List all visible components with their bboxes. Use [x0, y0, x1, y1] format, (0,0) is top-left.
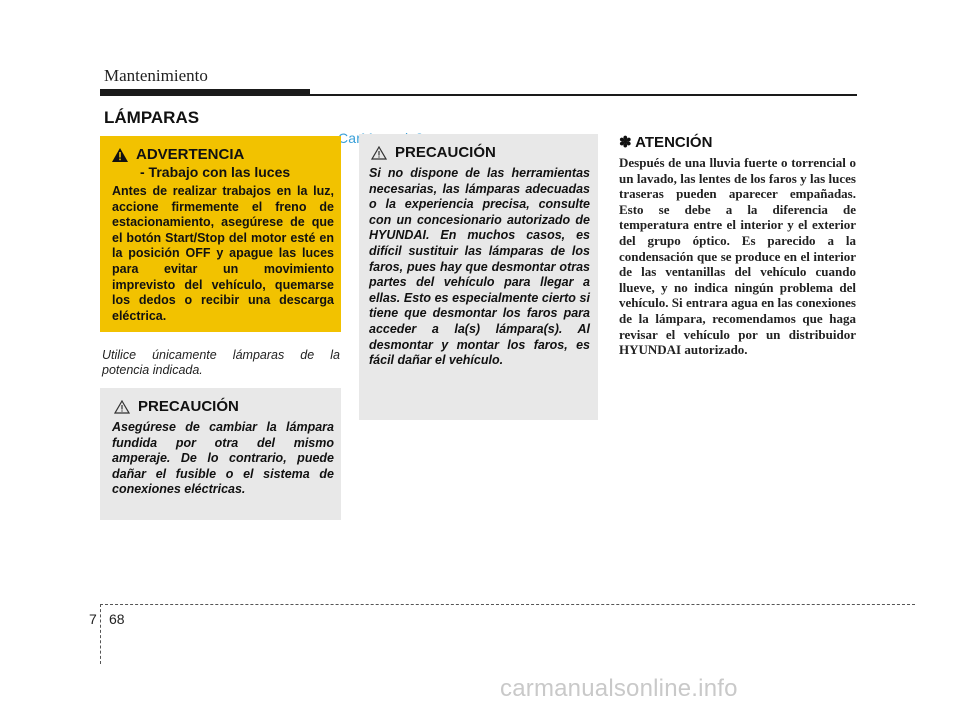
warning-header [112, 146, 244, 163]
caution-triangle-icon [371, 146, 387, 160]
caution-middle-header [371, 144, 496, 161]
warning-triangle-icon [112, 148, 128, 162]
warning-box [100, 136, 341, 332]
warning-title: ADVERTENCIA [136, 146, 245, 163]
page-header-title: Mantenimiento [104, 66, 208, 85]
page-number: 68 [109, 611, 125, 627]
caution-left-body: Asegúrese de cambiar la lámpara fundida por otra del mismo amperaje. De lo contrario, puede dañar el fusible o el sistema de conexiones eléctricas. [112, 420, 334, 497]
attention-title: ✽ ATENCIÓN [619, 134, 713, 151]
caution-box-left [100, 388, 341, 520]
body-paragraph: Utilice únicamente lámparas de la potencia indicada. [102, 348, 340, 377]
caution-middle-title: PRECAUCIÓN [395, 144, 496, 161]
caution-triangle-icon [114, 400, 130, 414]
caution-left-title: PRECAUCIÓN [138, 398, 239, 415]
caution-left-header [114, 398, 239, 415]
caution-middle-body: Si no dispone de las herramientas necesarias, las lámparas adecuadas o la experiencia precisa, consulte con un concesionario autorizado de HYUNDAI. En muchos casos, es difícil sustituir las lámparas de los faros, pues hay que desmontar otras partes del vehículo para llegar a ellas. Esto es especialmente cierto si tiene que desmontar los faros para acceder a la(s) lámpara(s). Al desmontar y montar los faros, es fácil dañar el vehículo. [369, 166, 590, 368]
watermark-bottom: carmanualsonline.info [500, 675, 738, 702]
warning-subtitle: - Trabajo con las luces [140, 164, 291, 180]
footer-dashed-divider [100, 604, 101, 664]
warning-body: Antes de realizar trabajos en la luz, accione firmemente el freno de estacionamiento, asegúrese de que el botón Start/Stop del motor esté en la posición OFF y apague las luces para evitar un movimiento imprevisto del vehículo, quemarse los dedos o recibir una descarga eléctrica. [112, 184, 334, 323]
section-title: LÁMPARAS [104, 108, 200, 127]
attention-body: Después de una lluvia fuerte o torrencial o un lavado, las lentes de los faros y las luces traseras pueden aparecer empañadas. Esto se debe a la diferencia de temperatura entre el interior y el exterior del grupo óptico. Es parecido a la condensación que se produce en el interior de las ventanillas del vehículo cuando llueve, y no indica ningún problema del vehículo. Si entrara agua en las conexiones de la lámpara, recomendamos que haga revisar el vehículo por un distribuidor HYUNDAI autorizado. [619, 155, 856, 358]
chapter-number: 7 [89, 611, 97, 627]
header-rule [100, 94, 857, 96]
footer-dashed-rule [100, 604, 915, 605]
caution-box-middle [359, 134, 598, 420]
